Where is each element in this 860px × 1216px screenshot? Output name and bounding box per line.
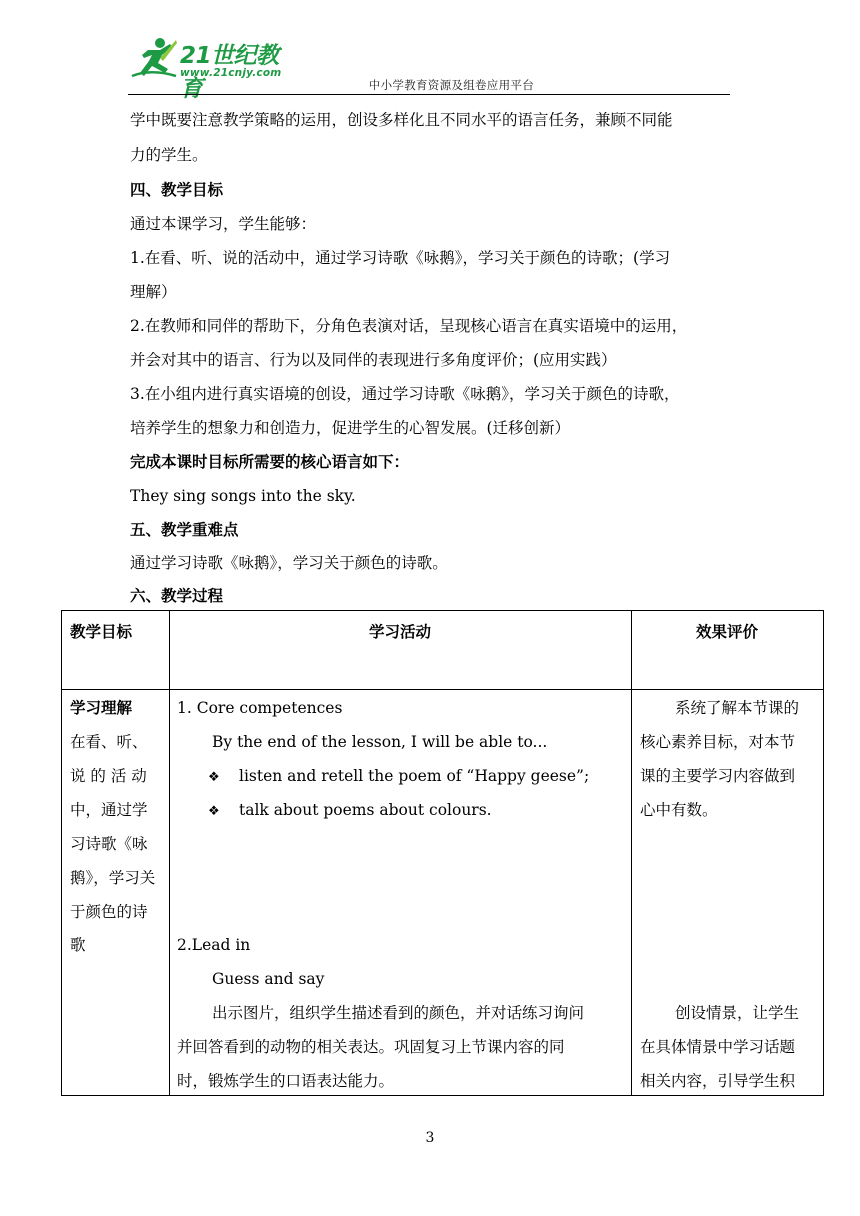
activity-item-title: 1. Core competences <box>177 699 343 717</box>
objective-line: 1.在看、听、说的活动中，通过学习诗歌《咏鹅》，学习关于颜色的诗歌；(学习 <box>130 249 671 267</box>
diamond-bullet-icon: ❖ <box>208 804 220 819</box>
objective-line: 培养学生的想象力和创造力，促进学生的心智发展。(迁移创新） <box>130 419 571 437</box>
intro-line: 学中既要注意教学策略的运用，创设多样化且不同水平的语言任务，兼顾不同能 <box>130 111 673 129</box>
goal-title: 学习理解 <box>70 698 133 717</box>
goal-line: 习诗歌《咏 <box>70 835 148 853</box>
table-header-activity: 学习活动 <box>368 622 431 641</box>
goal-line: 说 的 活 动 <box>70 767 147 785</box>
page-number: 3 <box>425 1130 435 1146</box>
logo <box>128 36 298 102</box>
objective-line: 3.在小组内进行真实语境的创设，通过学习诗歌《咏鹅》，学习关于颜色的诗歌， <box>130 385 680 403</box>
goal-line: 在看、听、 <box>70 733 148 751</box>
logo-title: 21世纪教育 <box>180 43 279 102</box>
column-divider <box>169 611 170 1095</box>
key-point: 通过学习诗歌《咏鹅》，学习关于颜色的诗歌。 <box>130 554 448 572</box>
table-header-evaluation: 效果评价 <box>695 622 758 641</box>
objective-line: 2.在教师和同伴的帮助下，分角色表演对话，呈现核心语言在真实语境中的运用， <box>130 317 688 335</box>
activity-subtitle: Guess and say <box>212 970 325 988</box>
platform-name: 中小学教育资源及组卷应用平台 <box>368 78 534 92</box>
section-heading: 五、教学重难点 <box>130 520 239 539</box>
evaluation-line: 系统了解本节课的 <box>675 699 800 717</box>
teaching-process-table <box>61 610 824 1096</box>
bullet-text: listen and retell the poem of “Happy geese”; <box>239 767 590 785</box>
activity-line: 并回答看到的动物的相关表达。巩固复习上节课内容的同 <box>177 1038 565 1056</box>
activity-line: 时，锻炼学生的口语表达能力。 <box>177 1072 395 1090</box>
table-header-divider <box>62 689 823 690</box>
section-heading: 四、教学目标 <box>130 180 224 199</box>
evaluation-line: 创设情景，让学生 <box>675 1004 800 1022</box>
goal-line: 歌 <box>70 936 86 954</box>
bullet-item <box>208 766 589 788</box>
objectives-intro: 通过本课学习，学生能够： <box>130 215 317 233</box>
table-header-goal: 教学目标 <box>70 622 133 641</box>
evaluation-line: 在具体情景中学习话题 <box>640 1038 796 1056</box>
evaluation-line: 课的主要学习内容做到 <box>640 767 796 785</box>
activity-item-title: 2.Lead in <box>177 936 251 954</box>
goal-line: 鹅》，学习关 <box>70 869 156 887</box>
activity-intro: By the end of the lesson, I will be able to... <box>212 733 548 751</box>
activity-line: 出示图片，组织学生描述看到的颜色，并对话练习询问 <box>212 1004 585 1022</box>
goal-line: 中，通过学 <box>70 801 148 819</box>
section-heading: 六、教学过程 <box>130 586 224 605</box>
evaluation-line: 核心素养目标，对本节 <box>640 733 796 751</box>
core-language: They sing songs into the sky. <box>130 487 356 505</box>
core-language-title: 完成本课时目标所需要的核心语言如下： <box>130 452 410 471</box>
diamond-bullet-icon: ❖ <box>208 770 220 785</box>
evaluation-line: 相关内容，引导学生积 <box>640 1072 796 1090</box>
objective-line: 理解） <box>130 283 177 301</box>
page-header <box>128 30 730 102</box>
goal-line: 于颜色的诗 <box>70 903 148 921</box>
bullet-text: talk about poems about colours. <box>239 801 492 819</box>
header-divider <box>128 94 730 95</box>
logo-website: www.21cnjy.com <box>180 67 282 79</box>
runner-logo-icon <box>130 36 178 82</box>
objective-line: 并会对其中的语言、行为以及同伴的表现进行多角度评价；(应用实践） <box>130 351 617 369</box>
intro-line: 力的学生。 <box>130 146 208 164</box>
column-divider <box>631 611 632 1095</box>
evaluation-line: 心中有数。 <box>640 801 718 819</box>
bullet-item <box>208 800 492 822</box>
